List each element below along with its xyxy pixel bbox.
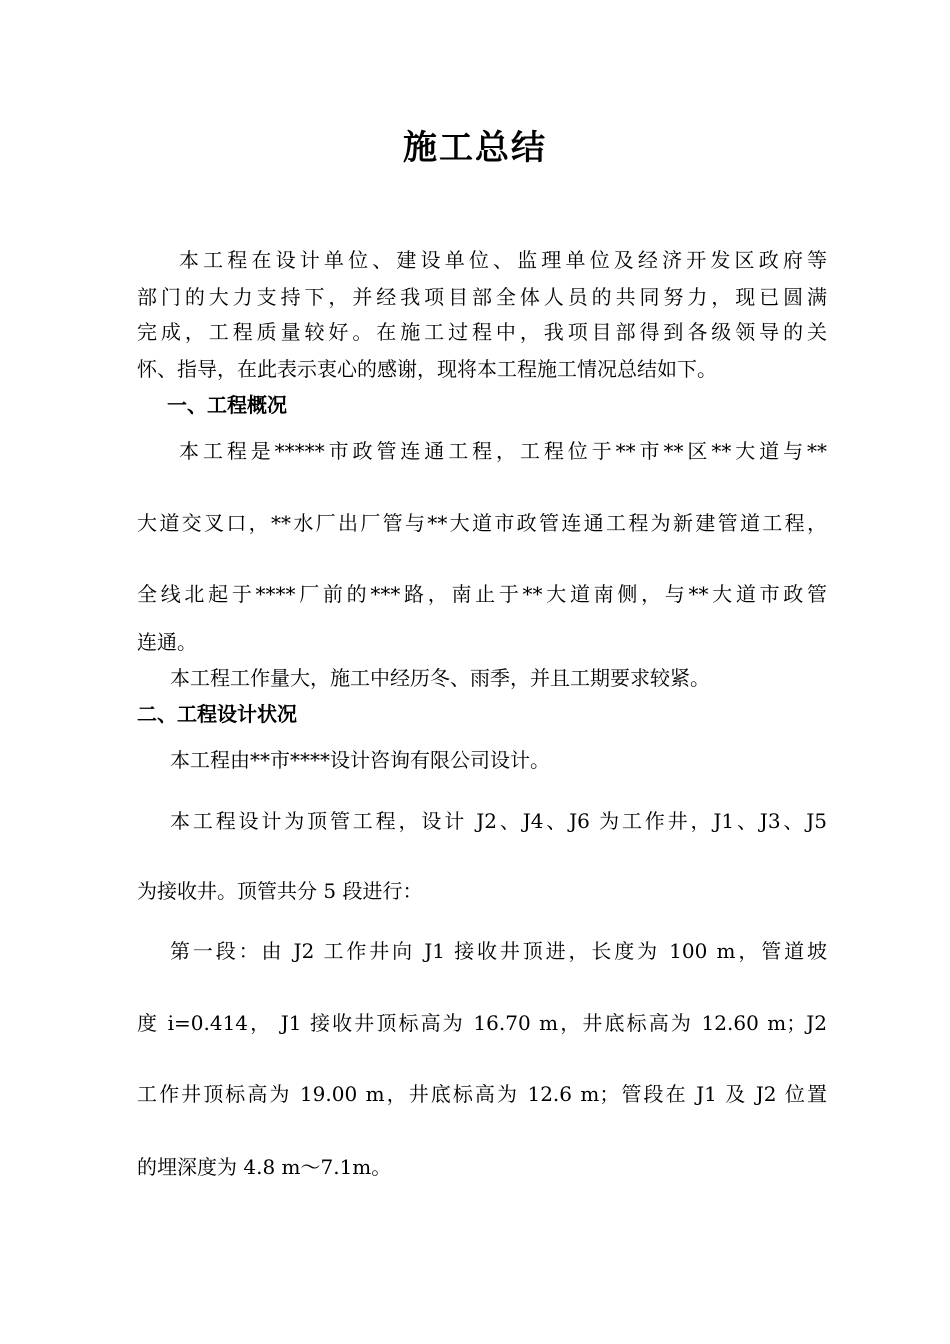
intro-line-2: 部门的大力支持下，并经我项目部全体人员的共同努力，现已圆满 [137, 285, 827, 309]
section-1-heading: 一、工程概况 [167, 393, 287, 417]
section-2-p3-line-4: 的埋深度为 4.8 m～7.1m。 [137, 1155, 392, 1179]
section-2-p1: 本工程由**市****设计咨询有限公司设计。 [170, 748, 550, 772]
intro-line-4: 怀、指导，在此表示衷心的感谢，现将本工程施工情况总结如下。 [137, 357, 717, 381]
intro-line-1: 本工程在设计单位、建设单位、监理单位及经济开发区政府等 [179, 248, 827, 272]
section-2-heading: 二、工程设计状况 [137, 702, 297, 726]
section-2-p2-line-1: 本工程设计为顶管工程，设计 J2、J4、J6 为工作井，J1、J3、J5 [170, 809, 827, 833]
intro-line-3: 完成，工程质量较好。在施工过程中，我项目部得到各级领导的关 [137, 320, 827, 344]
section-1-p1-line-4: 连通。 [137, 630, 197, 654]
section-1-p1-line-2: 大道交叉口，**水厂出厂管与**大道市政管连通工程为新建管道工程， [137, 511, 827, 535]
section-2-p3-line-1: 第一段：由 J2 工作井向 J1 接收井顶进，长度为 100 m，管道坡 [170, 939, 827, 963]
section-1-p1-line-3: 全线北起于****厂前的***路，南止于**大道南侧，与**大道市政管 [137, 582, 827, 606]
document-title: 施工总结 [403, 128, 547, 168]
section-1-p2: 本工程工作量大，施工中经历冬、雨季，并且工期要求较紧。 [170, 666, 710, 690]
section-2-p3-line-3: 工作井顶标高为 19.00 m，井底标高为 12.6 m；管段在 J1 及 J2 位置 [137, 1082, 827, 1106]
section-2-p3-line-2: 度 i=0.414， J1 接收井顶标高为 16.70 m，井底标高为 12.60 m；J2 [137, 1011, 827, 1035]
section-1-p1-line-1: 本工程是*****市政管连通工程，工程位于**市**区**大道与** [179, 439, 827, 463]
section-2-p2-line-2: 为接收井。顶管共分 5 段进行： [137, 879, 423, 903]
